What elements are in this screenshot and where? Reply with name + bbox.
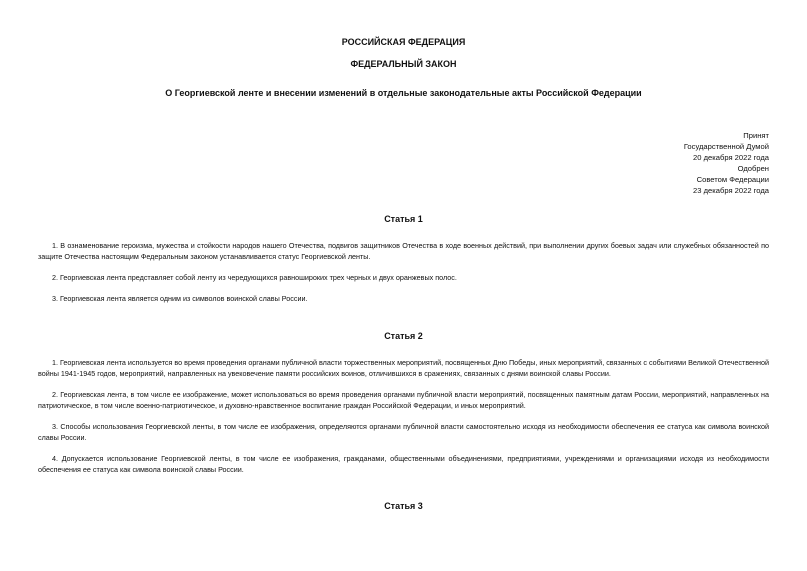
article-paragraph: 2. Георгиевская лента, в том числе ее изображение, может использоваться во время проведения органами публичной власти мероприятий, посвященных памятным датам России, мероприятий, направленных на патриотическое, в том числе военно-патриотическое, и духовно-нравственное воспитание граждан Российской Федерации, и иных мероприятий. <box>38 390 769 410</box>
article-paragraph: 3. Георгиевская лента является одним из символов воинской славы России. <box>52 294 308 303</box>
article-3 <box>38 500 769 512</box>
adoption-line: 23 декабря 2022 года <box>693 186 769 195</box>
article-title: Статья 2 <box>384 331 423 341</box>
article-paragraph: 2. Георгиевская лента представляет собой ленту из чередующихся равношироких трех черных и двух оранжевых полос. <box>52 273 457 282</box>
country-heading: РОССИЙСКАЯ ФЕДЕРАЦИЯ <box>341 37 466 47</box>
article-paragraph: 1. В ознаменование героизма, мужества и стойкости народов нашего Отечества, подвигов защитников Отечества в ходе военных действий, при выполнении других боевых задач или служебных обязанностей по защите Отечества настоящим Федеральным законом устанавливается статус Георгиевской ленты. <box>38 241 769 261</box>
article-paragraph: 4. Допускается использование Георгиевской ленты, в том числе ее изображения, гражданами, общественными объединениями, предприятиями, учреждениями и организациями исходя из необходимости обеспечения ее статуса как символа воинской славы России. <box>38 454 769 474</box>
article-2 <box>38 330 769 475</box>
article-1 <box>38 213 769 304</box>
article-paragraph: 3. Способы использования Георгиевской ленты, в том числе ее изображения, определяются органами публичной власти самостоятельно исходя из необходимости обеспечения ее статуса как символа воинской славы России. <box>38 422 769 442</box>
article-paragraph: 1. Георгиевская лента используется во время проведения органами публичной власти торжественных мероприятий, посвященных Дню Победы, иных мероприятий, связанных с событиями Великой Отечественной войны 1941-1945 годов, мероприятий, направленных на увековечение памяти российских воинов, отличившихся в сражениях, связанных с днями воинской славы России. <box>38 358 769 378</box>
law-type-heading: ФЕДЕРАЛЬНЫЙ ЗАКОН <box>350 59 457 69</box>
adoption-line: 20 декабря 2022 года <box>693 153 769 162</box>
adoption-line: Государственной Думой <box>683 142 769 151</box>
article-title: Статья 3 <box>384 501 423 511</box>
adoption-block <box>38 130 769 196</box>
adoption-line: Принят <box>743 131 769 140</box>
adoption-line: Советом Федерации <box>696 175 769 184</box>
law-title: О Георгиевской ленте и внесении изменений в отдельные законодательные акты Российской Федерации <box>165 88 642 98</box>
article-title: Статья 1 <box>384 214 423 224</box>
adoption-line: Одобрен <box>737 164 769 173</box>
